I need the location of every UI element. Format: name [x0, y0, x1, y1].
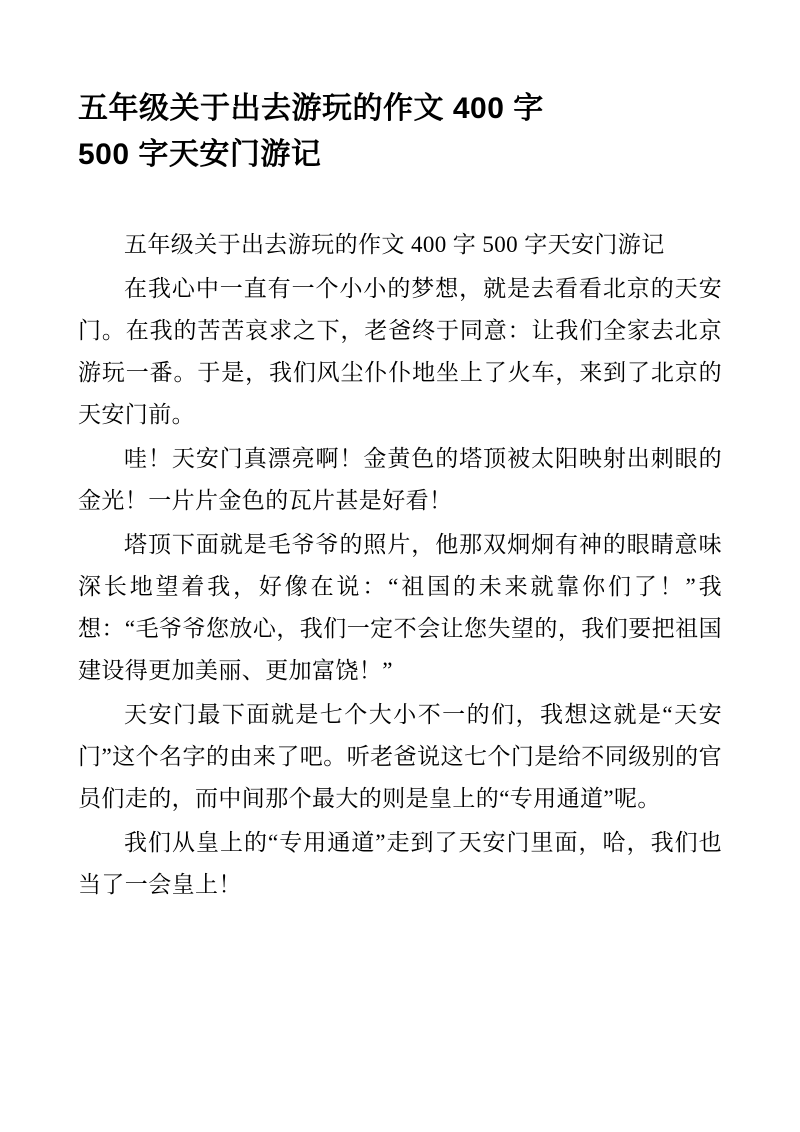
paragraph: 在我心中一直有一个小小的梦想，就是去看看北京的天安门。在我的苦苦哀求之下，老爸终于同意：让我们全家去北京游玩一番。于是，我们风尘仆仆地坐上了火车，来到了北京的天安门前。 — [78, 276, 722, 427]
paragraph: 天安门最下面就是七个大小不一的们，我想这就是“天安门”这个名字的由来了吧。听老爸说这七个门是给不同级别的官员们走的，而中间那个最大的则是皇上的“专用通道”呢。 — [78, 702, 722, 811]
document-body — [78, 224, 722, 906]
page-title-line-2: 500 字天安门游记 — [78, 138, 322, 171]
paragraph: 塔顶下面就是毛爷爷的照片，他那双炯炯有神的眼睛意味深长地望着我，好像在说：“祖国的未来就靠你们了！”我想：“毛爷爷您放心，我们一定不会让您失望的，我们要把祖国建设得更加美丽、更加富饶！” — [78, 532, 722, 683]
paragraph: 五年级关于出去游玩的作文 400 字 500 字天安门游记 — [124, 232, 665, 257]
paragraph: 我们从皇上的“专用通道”走到了天安门里面，哈，我们也当了一会皇上！ — [78, 830, 722, 897]
page-title — [78, 86, 722, 178]
paragraph: 哇！天安门真漂亮啊！金黄色的塔顶被太阳映射出刺眼的金光！一片片金色的瓦片甚是好看！ — [78, 446, 722, 513]
page-title-line-1: 五年级关于出去游玩的作文 400 字 — [78, 92, 544, 125]
